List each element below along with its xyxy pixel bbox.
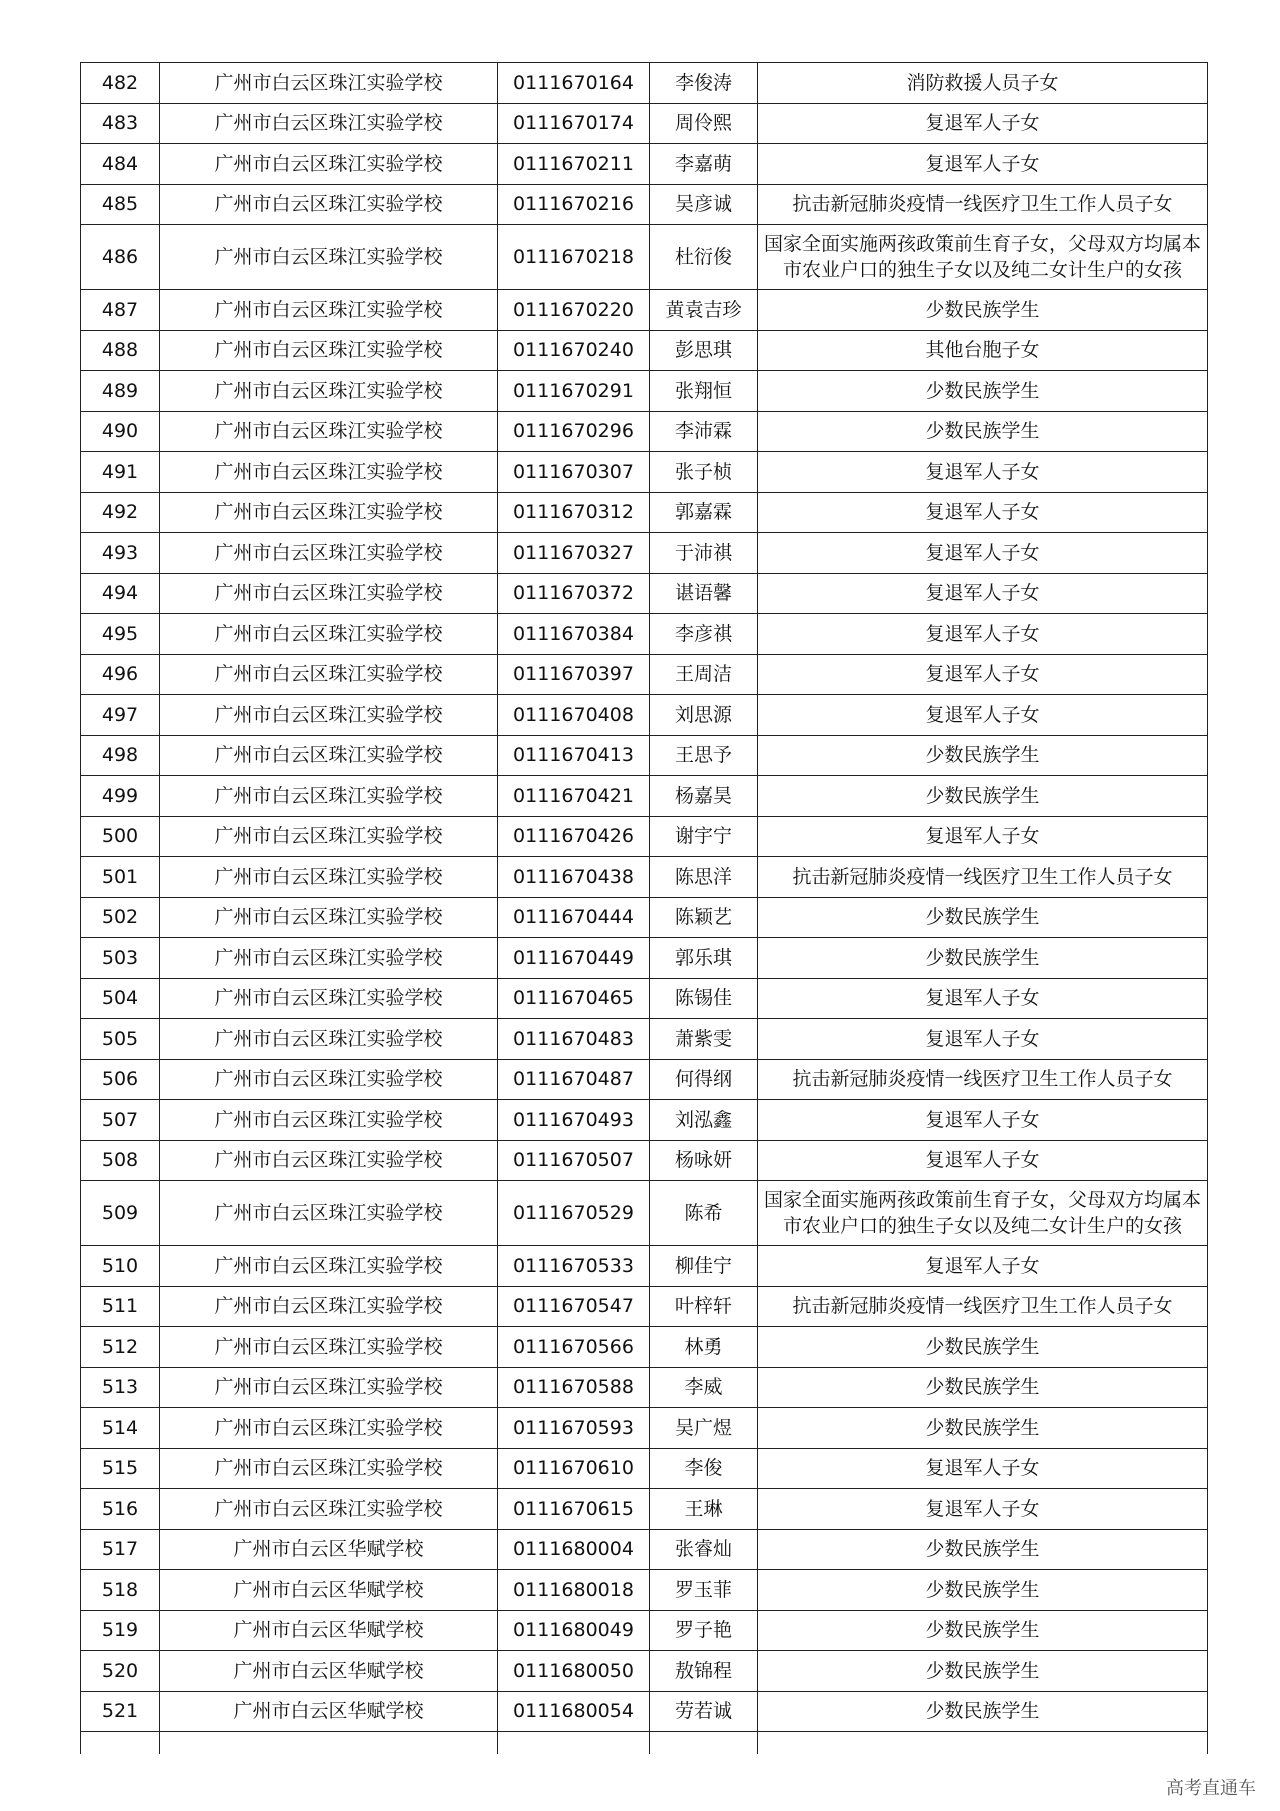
category-cell: 复退军人子女 bbox=[758, 144, 1208, 185]
row-number-cell: 494 bbox=[81, 573, 160, 614]
student-name-cell: 柳佳宁 bbox=[650, 1246, 758, 1287]
category-cell: 少数民族学生 bbox=[758, 897, 1208, 938]
table-row bbox=[81, 897, 1208, 938]
table-row bbox=[81, 411, 1208, 452]
school-name-cell: 广州市白云区珠江实验学校 bbox=[160, 1100, 498, 1141]
row-number-cell: 497 bbox=[81, 695, 160, 736]
table-row bbox=[81, 1246, 1208, 1287]
table-row bbox=[81, 1529, 1208, 1570]
category-cell: 少数民族学生 bbox=[758, 735, 1208, 776]
school-name-cell: 广州市白云区珠江实验学校 bbox=[160, 1246, 498, 1287]
student-name-cell: 何得纲 bbox=[650, 1059, 758, 1100]
row-number-cell: 506 bbox=[81, 1059, 160, 1100]
row-number-cell: 491 bbox=[81, 452, 160, 493]
category-cell: 复退军人子女 bbox=[758, 978, 1208, 1019]
student-id-cell: 0111670593 bbox=[498, 1408, 650, 1449]
school-name-cell: 广州市白云区珠江实验学校 bbox=[160, 1019, 498, 1060]
row-number-cell: 511 bbox=[81, 1286, 160, 1327]
category-cell: 其他台胞子女 bbox=[758, 330, 1208, 371]
school-name-cell: 广州市白云区珠江实验学校 bbox=[160, 533, 498, 574]
school-name-cell: 广州市白云区珠江实验学校 bbox=[160, 1286, 498, 1327]
row-number-cell: 521 bbox=[81, 1691, 160, 1732]
table-row bbox=[81, 371, 1208, 412]
category-cell: 复退军人子女 bbox=[758, 533, 1208, 574]
student-id-cell: 0111670220 bbox=[498, 290, 650, 331]
student-name-cell: 林勇 bbox=[650, 1327, 758, 1368]
category-cell: 消防救援人员子女 bbox=[758, 63, 1208, 104]
row-number-cell: 502 bbox=[81, 897, 160, 938]
student-id-cell: 0111670507 bbox=[498, 1140, 650, 1181]
category-cell: 少数民族学生 bbox=[758, 1570, 1208, 1611]
category-cell: 复退军人子女 bbox=[758, 1448, 1208, 1489]
school-name-cell: 广州市白云区珠江实验学校 bbox=[160, 144, 498, 185]
student-id-cell: 0111680018 bbox=[498, 1570, 650, 1611]
table-row bbox=[81, 857, 1208, 898]
student-id-cell: 0111670444 bbox=[498, 897, 650, 938]
empty-cell bbox=[650, 1732, 758, 1755]
student-name-cell: 周伶熙 bbox=[650, 103, 758, 144]
row-number-cell: 517 bbox=[81, 1529, 160, 1570]
student-name-cell: 陈思洋 bbox=[650, 857, 758, 898]
row-number-cell: 490 bbox=[81, 411, 160, 452]
category-cell: 复退军人子女 bbox=[758, 816, 1208, 857]
category-cell: 抗击新冠肺炎疫情一线医疗卫生工作人员子女 bbox=[758, 857, 1208, 898]
empty-cell bbox=[758, 1732, 1208, 1755]
row-number-cell: 504 bbox=[81, 978, 160, 1019]
table-row bbox=[81, 452, 1208, 493]
school-name-cell: 广州市白云区华赋学校 bbox=[160, 1610, 498, 1651]
category-cell: 少数民族学生 bbox=[758, 776, 1208, 817]
school-name-cell: 广州市白云区珠江实验学校 bbox=[160, 695, 498, 736]
student-id-cell: 0111670312 bbox=[498, 492, 650, 533]
category-cell: 复退军人子女 bbox=[758, 654, 1208, 695]
table-row bbox=[81, 614, 1208, 655]
row-number-cell: 486 bbox=[81, 225, 160, 290]
roster-body bbox=[81, 63, 1208, 1755]
school-name-cell: 广州市白云区珠江实验学校 bbox=[160, 1327, 498, 1368]
student-id-cell: 0111670426 bbox=[498, 816, 650, 857]
row-number-cell: 493 bbox=[81, 533, 160, 574]
student-id-cell: 0111670610 bbox=[498, 1448, 650, 1489]
table-row bbox=[81, 1651, 1208, 1692]
table-row bbox=[81, 654, 1208, 695]
category-cell: 复退军人子女 bbox=[758, 1246, 1208, 1287]
school-name-cell: 广州市白云区珠江实验学校 bbox=[160, 938, 498, 979]
student-name-cell: 郭乐琪 bbox=[650, 938, 758, 979]
student-name-cell: 刘泓鑫 bbox=[650, 1100, 758, 1141]
category-cell: 少数民族学生 bbox=[758, 1691, 1208, 1732]
student-name-cell: 王周洁 bbox=[650, 654, 758, 695]
category-cell: 少数民族学生 bbox=[758, 1367, 1208, 1408]
row-number-cell: 485 bbox=[81, 184, 160, 225]
category-cell: 复退军人子女 bbox=[758, 614, 1208, 655]
table-row bbox=[81, 1059, 1208, 1100]
row-number-cell: 520 bbox=[81, 1651, 160, 1692]
school-name-cell: 广州市白云区珠江实验学校 bbox=[160, 614, 498, 655]
student-id-cell: 0111680054 bbox=[498, 1691, 650, 1732]
student-name-cell: 陈希 bbox=[650, 1181, 758, 1246]
row-number-cell: 499 bbox=[81, 776, 160, 817]
student-name-cell: 杨嘉昊 bbox=[650, 776, 758, 817]
student-name-cell: 王琳 bbox=[650, 1489, 758, 1530]
school-name-cell: 广州市白云区珠江实验学校 bbox=[160, 1448, 498, 1489]
school-name-cell: 广州市白云区珠江实验学校 bbox=[160, 776, 498, 817]
student-name-cell: 李俊 bbox=[650, 1448, 758, 1489]
table-row bbox=[81, 1286, 1208, 1327]
student-id-cell: 0111680049 bbox=[498, 1610, 650, 1651]
school-name-cell: 广州市白云区珠江实验学校 bbox=[160, 857, 498, 898]
table-row bbox=[81, 533, 1208, 574]
student-name-cell: 郭嘉霖 bbox=[650, 492, 758, 533]
school-name-cell: 广州市白云区珠江实验学校 bbox=[160, 63, 498, 104]
school-name-cell: 广州市白云区珠江实验学校 bbox=[160, 897, 498, 938]
table-row bbox=[81, 1570, 1208, 1611]
category-cell: 复退军人子女 bbox=[758, 103, 1208, 144]
category-cell: 少数民族学生 bbox=[758, 1408, 1208, 1449]
student-id-cell: 0111670174 bbox=[498, 103, 650, 144]
student-id-cell: 0111670449 bbox=[498, 938, 650, 979]
table-row bbox=[81, 1448, 1208, 1489]
category-cell: 少数民族学生 bbox=[758, 1610, 1208, 1651]
category-cell: 少数民族学生 bbox=[758, 290, 1208, 331]
student-name-cell: 李彦祺 bbox=[650, 614, 758, 655]
table-row bbox=[81, 290, 1208, 331]
category-cell: 复退军人子女 bbox=[758, 452, 1208, 493]
table-row bbox=[81, 1367, 1208, 1408]
student-id-cell: 0111670327 bbox=[498, 533, 650, 574]
school-name-cell: 广州市白云区珠江实验学校 bbox=[160, 290, 498, 331]
table-row bbox=[81, 184, 1208, 225]
student-name-cell: 杜衍俊 bbox=[650, 225, 758, 290]
row-number-cell: 488 bbox=[81, 330, 160, 371]
student-id-cell: 0111680050 bbox=[498, 1651, 650, 1692]
student-id-cell: 0111670588 bbox=[498, 1367, 650, 1408]
student-name-cell: 罗玉菲 bbox=[650, 1570, 758, 1611]
row-number-cell: 507 bbox=[81, 1100, 160, 1141]
school-name-cell: 广州市白云区珠江实验学校 bbox=[160, 1181, 498, 1246]
table-row bbox=[81, 573, 1208, 614]
table-row bbox=[81, 695, 1208, 736]
category-cell: 国家全面实施两孩政策前生育子女，父母双方均属本市农业户口的独生子女以及纯二女计生户的女孩 bbox=[758, 1181, 1208, 1246]
table-row bbox=[81, 1019, 1208, 1060]
row-number-cell: 495 bbox=[81, 614, 160, 655]
table-row bbox=[81, 330, 1208, 371]
student-id-cell: 0111670438 bbox=[498, 857, 650, 898]
row-number-cell: 489 bbox=[81, 371, 160, 412]
school-name-cell: 广州市白云区珠江实验学校 bbox=[160, 978, 498, 1019]
school-name-cell: 广州市白云区珠江实验学校 bbox=[160, 1489, 498, 1530]
row-number-cell: 484 bbox=[81, 144, 160, 185]
school-name-cell: 广州市白云区华赋学校 bbox=[160, 1529, 498, 1570]
row-number-cell: 515 bbox=[81, 1448, 160, 1489]
school-name-cell: 广州市白云区珠江实验学校 bbox=[160, 492, 498, 533]
row-number-cell: 503 bbox=[81, 938, 160, 979]
table-row bbox=[81, 938, 1208, 979]
row-number-cell: 512 bbox=[81, 1327, 160, 1368]
school-name-cell: 广州市白云区珠江实验学校 bbox=[160, 1059, 498, 1100]
student-name-cell: 萧紫雯 bbox=[650, 1019, 758, 1060]
student-id-cell: 0111670372 bbox=[498, 573, 650, 614]
empty-cell bbox=[160, 1732, 498, 1755]
category-cell: 抗击新冠肺炎疫情一线医疗卫生工作人员子女 bbox=[758, 1286, 1208, 1327]
row-number-cell: 498 bbox=[81, 735, 160, 776]
category-cell: 少数民族学生 bbox=[758, 1529, 1208, 1570]
student-name-cell: 陈锡佳 bbox=[650, 978, 758, 1019]
row-number-cell: 501 bbox=[81, 857, 160, 898]
table-row bbox=[81, 63, 1208, 104]
school-name-cell: 广州市白云区珠江实验学校 bbox=[160, 184, 498, 225]
student-id-cell: 0111670211 bbox=[498, 144, 650, 185]
student-name-cell: 李嘉萌 bbox=[650, 144, 758, 185]
student-name-cell: 谢宇宁 bbox=[650, 816, 758, 857]
student-id-cell: 0111670384 bbox=[498, 614, 650, 655]
student-id-cell: 0111670218 bbox=[498, 225, 650, 290]
school-name-cell: 广州市白云区珠江实验学校 bbox=[160, 573, 498, 614]
school-name-cell: 广州市白云区珠江实验学校 bbox=[160, 371, 498, 412]
table-row bbox=[81, 978, 1208, 1019]
student-id-cell: 0111670533 bbox=[498, 1246, 650, 1287]
category-cell: 少数民族学生 bbox=[758, 411, 1208, 452]
row-number-cell: 513 bbox=[81, 1367, 160, 1408]
school-name-cell: 广州市白云区珠江实验学校 bbox=[160, 654, 498, 695]
school-name-cell: 广州市白云区珠江实验学校 bbox=[160, 1140, 498, 1181]
row-number-cell: 518 bbox=[81, 1570, 160, 1611]
table-row bbox=[81, 776, 1208, 817]
student-name-cell: 张翔恒 bbox=[650, 371, 758, 412]
school-name-cell: 广州市白云区珠江实验学校 bbox=[160, 103, 498, 144]
row-number-cell: 482 bbox=[81, 63, 160, 104]
student-name-cell: 敖锦程 bbox=[650, 1651, 758, 1692]
student-name-cell: 张子桢 bbox=[650, 452, 758, 493]
student-id-cell: 0111670307 bbox=[498, 452, 650, 493]
student-name-cell: 黄袁吉珍 bbox=[650, 290, 758, 331]
student-name-cell: 罗子艳 bbox=[650, 1610, 758, 1651]
school-name-cell: 广州市白云区华赋学校 bbox=[160, 1570, 498, 1611]
category-cell: 抗击新冠肺炎疫情一线医疗卫生工作人员子女 bbox=[758, 1059, 1208, 1100]
student-name-cell: 杨咏妍 bbox=[650, 1140, 758, 1181]
row-number-cell: 483 bbox=[81, 103, 160, 144]
row-number-cell: 487 bbox=[81, 290, 160, 331]
student-id-cell: 0111670566 bbox=[498, 1327, 650, 1368]
roster-table bbox=[80, 62, 1208, 1754]
table-row bbox=[81, 1140, 1208, 1181]
row-number-cell: 516 bbox=[81, 1489, 160, 1530]
row-number-cell: 505 bbox=[81, 1019, 160, 1060]
category-cell: 复退军人子女 bbox=[758, 1100, 1208, 1141]
empty-cell bbox=[498, 1732, 650, 1755]
student-name-cell: 谌语馨 bbox=[650, 573, 758, 614]
student-name-cell: 劳若诚 bbox=[650, 1691, 758, 1732]
school-name-cell: 广州市白云区珠江实验学校 bbox=[160, 1408, 498, 1449]
row-number-cell: 519 bbox=[81, 1610, 160, 1651]
student-id-cell: 0111670483 bbox=[498, 1019, 650, 1060]
student-id-cell: 0111670164 bbox=[498, 63, 650, 104]
student-id-cell: 0111670296 bbox=[498, 411, 650, 452]
table-row bbox=[81, 816, 1208, 857]
student-name-cell: 吴广煜 bbox=[650, 1408, 758, 1449]
table-row bbox=[81, 1691, 1208, 1732]
student-id-cell: 0111670240 bbox=[498, 330, 650, 371]
row-number-cell: 492 bbox=[81, 492, 160, 533]
student-name-cell: 张睿灿 bbox=[650, 1529, 758, 1570]
school-name-cell: 广州市白云区华赋学校 bbox=[160, 1691, 498, 1732]
watermark-text: 高考直通车 bbox=[1166, 1778, 1256, 1799]
row-number-cell: 496 bbox=[81, 654, 160, 695]
school-name-cell: 广州市白云区珠江实验学校 bbox=[160, 330, 498, 371]
table-row bbox=[81, 1327, 1208, 1368]
school-name-cell: 广州市白云区珠江实验学校 bbox=[160, 452, 498, 493]
school-name-cell: 广州市白云区珠江实验学校 bbox=[160, 225, 498, 290]
student-id-cell: 0111670408 bbox=[498, 695, 650, 736]
row-number-cell: 508 bbox=[81, 1140, 160, 1181]
student-id-cell: 0111670216 bbox=[498, 184, 650, 225]
category-cell: 少数民族学生 bbox=[758, 1651, 1208, 1692]
category-cell: 复退军人子女 bbox=[758, 573, 1208, 614]
row-number-cell: 510 bbox=[81, 1246, 160, 1287]
school-name-cell: 广州市白云区珠江实验学校 bbox=[160, 816, 498, 857]
table-row bbox=[81, 1489, 1208, 1530]
student-id-cell: 0111670493 bbox=[498, 1100, 650, 1141]
student-id-cell: 0111670547 bbox=[498, 1286, 650, 1327]
table-row bbox=[81, 225, 1208, 290]
table-row bbox=[81, 492, 1208, 533]
row-number-cell: 509 bbox=[81, 1181, 160, 1246]
row-number-cell: 500 bbox=[81, 816, 160, 857]
student-name-cell: 刘思源 bbox=[650, 695, 758, 736]
school-name-cell: 广州市白云区珠江实验学校 bbox=[160, 411, 498, 452]
school-name-cell: 广州市白云区华赋学校 bbox=[160, 1651, 498, 1692]
category-cell: 少数民族学生 bbox=[758, 938, 1208, 979]
table-row bbox=[81, 103, 1208, 144]
table-row bbox=[81, 1100, 1208, 1141]
student-id-cell: 0111670413 bbox=[498, 735, 650, 776]
table-row bbox=[81, 735, 1208, 776]
category-cell: 复退军人子女 bbox=[758, 1489, 1208, 1530]
category-cell: 少数民族学生 bbox=[758, 1327, 1208, 1368]
student-name-cell: 李沛霖 bbox=[650, 411, 758, 452]
school-name-cell: 广州市白云区珠江实验学校 bbox=[160, 1367, 498, 1408]
category-cell: 复退军人子女 bbox=[758, 492, 1208, 533]
student-name-cell: 李威 bbox=[650, 1367, 758, 1408]
category-cell: 复退军人子女 bbox=[758, 695, 1208, 736]
student-name-cell: 李俊涛 bbox=[650, 63, 758, 104]
empty-cell bbox=[81, 1732, 160, 1755]
student-id-cell: 0111670397 bbox=[498, 654, 650, 695]
student-id-cell: 0111670291 bbox=[498, 371, 650, 412]
student-name-cell: 叶梓轩 bbox=[650, 1286, 758, 1327]
category-cell: 复退军人子女 bbox=[758, 1019, 1208, 1060]
empty-row bbox=[81, 1732, 1208, 1755]
student-id-cell: 0111670421 bbox=[498, 776, 650, 817]
student-id-cell: 0111670465 bbox=[498, 978, 650, 1019]
category-cell: 复退军人子女 bbox=[758, 1140, 1208, 1181]
student-id-cell: 0111670487 bbox=[498, 1059, 650, 1100]
student-name-cell: 彭思琪 bbox=[650, 330, 758, 371]
student-id-cell: 0111680004 bbox=[498, 1529, 650, 1570]
student-name-cell: 王思予 bbox=[650, 735, 758, 776]
student-id-cell: 0111670529 bbox=[498, 1181, 650, 1246]
table-row bbox=[81, 144, 1208, 185]
category-cell: 国家全面实施两孩政策前生育子女，父母双方均属本市农业户口的独生子女以及纯二女计生户的女孩 bbox=[758, 225, 1208, 290]
student-id-cell: 0111670615 bbox=[498, 1489, 650, 1530]
table-row bbox=[81, 1181, 1208, 1246]
row-number-cell: 514 bbox=[81, 1408, 160, 1449]
category-cell: 抗击新冠肺炎疫情一线医疗卫生工作人员子女 bbox=[758, 184, 1208, 225]
student-name-cell: 于沛祺 bbox=[650, 533, 758, 574]
table-row bbox=[81, 1408, 1208, 1449]
school-name-cell: 广州市白云区珠江实验学校 bbox=[160, 735, 498, 776]
student-name-cell: 陈颖艺 bbox=[650, 897, 758, 938]
table-row bbox=[81, 1610, 1208, 1651]
student-name-cell: 吴彦诚 bbox=[650, 184, 758, 225]
category-cell: 少数民族学生 bbox=[758, 371, 1208, 412]
